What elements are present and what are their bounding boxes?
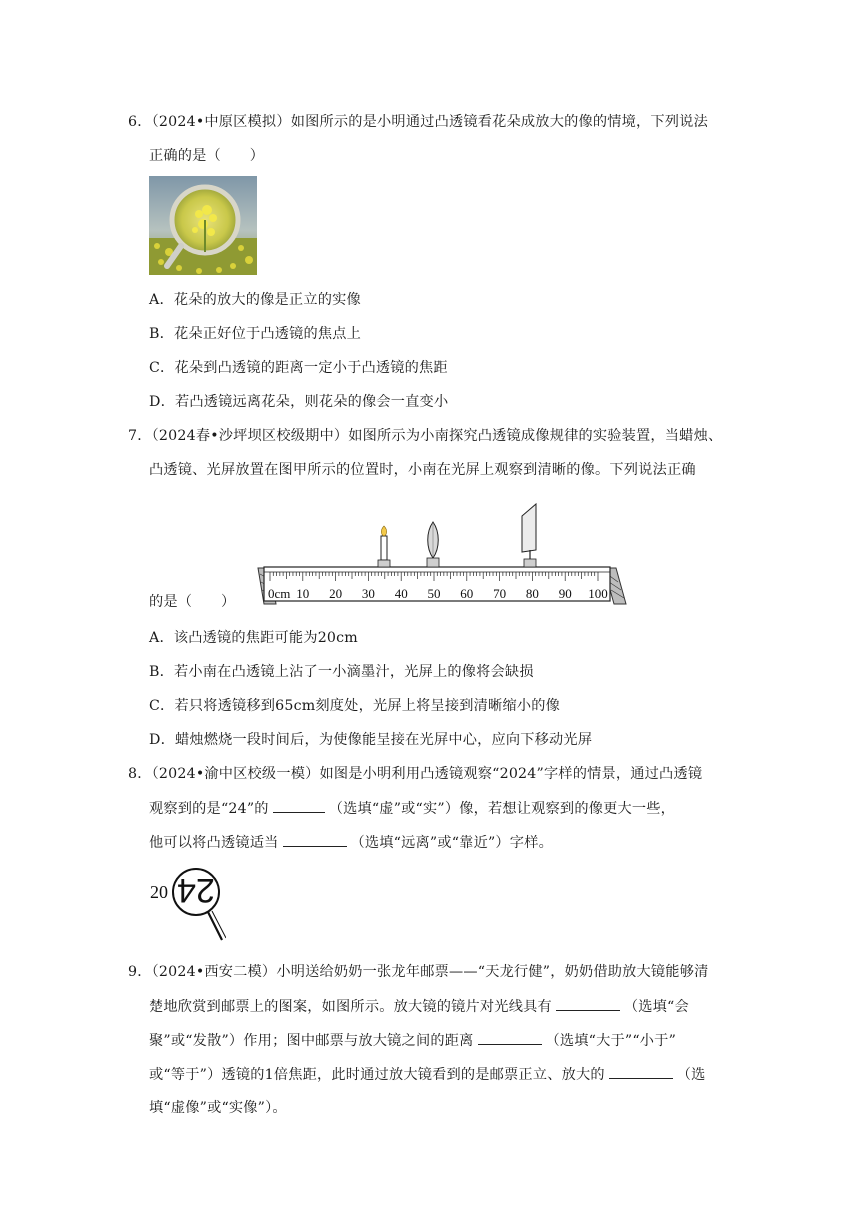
q6-stem-line-1: 6．（2024•中原区模拟）如图所示的是小明通过凸透镜看花朵成放大的像的情境，下列说法 [128, 114, 708, 130]
q7-number: 7． [128, 428, 152, 444]
q6-stem-line-2: 正确的是（ ） [149, 148, 265, 164]
q6-option-c: C．花朵到凸透镜的距离一定小于凸透镜的焦距 [149, 360, 448, 376]
q9-number: 9． [128, 964, 152, 980]
q9-answer-blank-3[interactable] [609, 1064, 673, 1079]
q8-figure-text-20: 20 [150, 882, 168, 902]
ruler-label: 0cm [268, 586, 291, 601]
q6-option-b: B．花朵正好位于凸透镜的焦点上 [149, 326, 362, 342]
q7-optical-bench-figure [252, 496, 632, 608]
ruler-label: 70 [493, 586, 507, 601]
ruler-label: 50 [427, 586, 441, 601]
q9-stem-line-4: 或“等于”）透镜的1倍焦距，此时通过放大镜看到的是邮票正立、放大的 （选 [149, 1064, 706, 1085]
q7-stem-line-3: 的是（ ） [149, 594, 236, 610]
q9-stem-line-3: 聚”或“发散”）作用；图中邮票与放大镜之间的距离 （选填“大于”“小于” [149, 1030, 676, 1051]
light-screen [522, 504, 536, 567]
q8-answer-blank-2[interactable] [283, 832, 347, 847]
q9-stem-line-1: 9．（2024•西安二模）小明送给奶奶一张龙年邮票——“天龙行健”，奶奶借助放大镜能够清 [128, 964, 709, 980]
q7-option-b: B．若小南在凸透镜上沾了一小滴墨汁，光屏上的像将会缺损 [149, 664, 534, 680]
ruler-label: 40 [394, 586, 408, 601]
q8-number: 8． [128, 766, 152, 782]
ruler-label: 10 [296, 586, 310, 601]
q9-stem-line-2: 楚地欣赏到邮票上的图案，如图所示。放大镜的镜片对光线具有 （选填“会 [149, 996, 689, 1017]
q6-number: 6． [128, 114, 152, 130]
q9-stem-line-5: 填“虚像”或“实像”）。 [149, 1100, 287, 1116]
ruler-label: 90 [558, 586, 572, 601]
ruler-label: 20 [329, 586, 343, 601]
q8-answer-blank-1[interactable] [273, 798, 325, 813]
ruler-label: 100 [588, 586, 608, 601]
q8-figure-lens-text-24: 24 [177, 871, 215, 909]
q8-stem-line-2: 观察到的是“24”的 （选填“虚”或“实”）像，若想让观察到的像更大一些， [149, 798, 675, 819]
convex-lens [427, 522, 439, 567]
q9-answer-blank-2[interactable] [478, 1030, 542, 1045]
q7-stem-line-1: 7．（2024春•沙坪坝区校级期中）如图所示为小南探究凸透镜成像规律的实验装置，当蜡烛、 [128, 428, 723, 444]
q6-option-d: D．若凸透镜远离花朵，则花朵的像会一直变小 [149, 394, 449, 410]
q8-stem-line-1: 8．（2024•渝中区校级一模）如图是小明利用凸透镜观察“2024”字样的情景，通过凸透镜 [128, 766, 703, 782]
q8-magnifier-2024-figure [150, 866, 226, 944]
ruler-label: 80 [525, 586, 539, 601]
ruler-label: 60 [460, 586, 474, 601]
candle [378, 526, 390, 567]
q7-option-c: C．若只将透镜移到65cm刻度处，光屏上将呈接到清晰缩小的像 [149, 698, 560, 714]
q7-stem-line-2: 凸透镜、光屏放置在图甲所示的位置时，小南在光屏上观察到清晰的像。下列说法正确 [149, 462, 696, 478]
q7-option-a: A．该凸透镜的焦距可能为20cm [149, 630, 358, 646]
q6-flower-magnifier-photo [149, 176, 257, 275]
q9-answer-blank-1[interactable] [556, 996, 620, 1011]
q8-stem-line-3: 他可以将凸透镜适当 （选填“远离”或“靠近”）字样。 [149, 832, 553, 853]
q6-option-a: A．花朵的放大的像是正立的实像 [149, 292, 361, 308]
q7-option-d: D．蜡烛燃烧一段时间后，为使像能呈接在光屏中心，应向下移动光屏 [149, 732, 593, 748]
ruler-label: 30 [361, 586, 375, 601]
